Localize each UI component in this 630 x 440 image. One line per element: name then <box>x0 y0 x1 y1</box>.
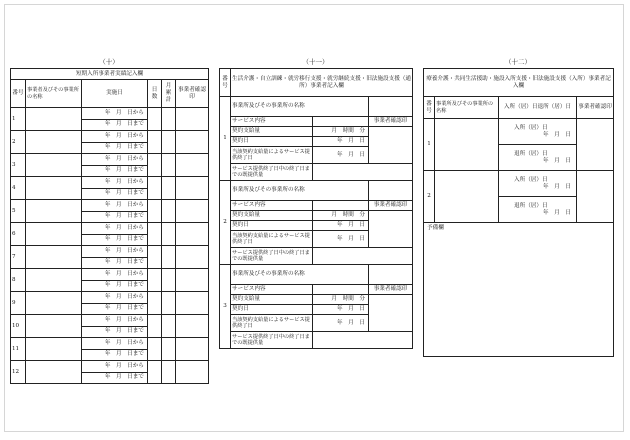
monthly-total-cell[interactable] <box>162 177 176 200</box>
contract-date-cell[interactable]: 年 月 日 <box>313 221 369 231</box>
confirm-seal-cell[interactable] <box>176 108 209 131</box>
confirm-label: 事業者確認印 <box>369 285 413 295</box>
residential-row <box>424 119 614 145</box>
panel-short-stay <box>10 58 208 384</box>
short-stay-row <box>11 131 209 143</box>
short-stay-heading: 短期入所事業者実績記入欄 <box>11 69 209 80</box>
day-count-cell[interactable] <box>148 131 162 154</box>
panel-number-11: （十一） <box>302 58 329 66</box>
panel-number-12: （十二） <box>505 58 531 66</box>
exit-date-value: 年 月 日 <box>543 209 571 216</box>
row-number: 7 <box>11 246 26 269</box>
exit-date-label: 退所（居）日 <box>514 150 548 157</box>
day-count-cell[interactable] <box>148 177 162 200</box>
start-date-cell[interactable]: 年 月 日から <box>82 246 148 258</box>
contract-date-label: 契約日 <box>231 221 313 231</box>
office-name-label: 事業所及びその事業所の名称 <box>231 97 369 117</box>
monthly-total-cell[interactable] <box>162 154 176 177</box>
used-amount-label: サービス提供終了日中の終了日までの既提供量 <box>231 332 313 349</box>
service-label: サービス内容 <box>231 285 313 295</box>
office-name-cell[interactable] <box>26 223 82 246</box>
used-amount-cell[interactable] <box>313 332 413 349</box>
day-services-row <box>220 248 413 265</box>
office-name-cell[interactable] <box>435 119 499 171</box>
row-number: 1 <box>11 108 26 131</box>
monthly-total-cell[interactable] <box>162 361 176 384</box>
contract-amount-label: 契約支給量 <box>231 127 313 137</box>
spare-label: 予備欄 <box>427 225 444 231</box>
day-count-cell[interactable] <box>148 154 162 177</box>
contract-amount-cell[interactable]: 月 時間 分 <box>313 295 369 305</box>
confirm-seal-cell[interactable] <box>176 315 209 338</box>
monthly-total-cell[interactable] <box>162 200 176 223</box>
service-cell[interactable] <box>313 201 369 211</box>
contract-date-cell[interactable]: 年 月 日 <box>313 137 369 147</box>
start-date-cell[interactable]: 年 月 日から <box>82 361 148 373</box>
start-date-cell[interactable]: 年 月 日から <box>82 200 148 212</box>
monthly-total-cell[interactable] <box>162 269 176 292</box>
day-services-row <box>220 285 413 295</box>
office-name-cell[interactable] <box>26 246 82 269</box>
residential-heading: 療養介護・共同生活援助・施設入所支援・旧法施設支援（入所）事業者記入欄 <box>424 69 614 97</box>
confirm-seal-cell[interactable] <box>369 211 413 248</box>
start-date-cell[interactable]: 年 月 日から <box>82 223 148 235</box>
start-date-cell[interactable]: 年 月 日から <box>82 292 148 304</box>
col-dates: 入所（居）日退所（居）日 <box>499 97 577 119</box>
row-number: 5 <box>11 200 26 223</box>
service-label: サービス内容 <box>231 117 313 127</box>
spare-row <box>424 223 614 357</box>
end-date-cell[interactable]: 年 月 日 <box>313 231 369 248</box>
short-stay-row <box>11 315 209 327</box>
day-services-row <box>220 117 413 127</box>
day-count-cell[interactable] <box>148 315 162 338</box>
panel-day-services <box>219 58 412 384</box>
confirm-seal-cell[interactable] <box>176 154 209 177</box>
entry-number: 1 <box>220 97 231 181</box>
end-date-cell[interactable]: 年 月 日まで <box>82 372 148 384</box>
short-stay-row <box>11 200 209 212</box>
end-date-cell[interactable]: 年 月 日まで <box>82 234 148 246</box>
end-date-label: 当該契約支給量によるサービス提供終了日 <box>231 231 313 248</box>
entry-number: 3 <box>220 265 231 349</box>
enter-date-value: 年 月 日 <box>543 183 571 190</box>
office-name-cell[interactable] <box>26 315 82 338</box>
row-number: 10 <box>11 315 26 338</box>
start-date-cell[interactable]: 年 月 日から <box>82 154 148 166</box>
end-date-cell[interactable]: 年 月 日まで <box>82 326 148 338</box>
spare-area[interactable] <box>424 223 614 357</box>
start-date-cell[interactable]: 年 月 日から <box>82 269 148 281</box>
exit-date-cell[interactable] <box>499 145 577 171</box>
monthly-total-cell[interactable] <box>162 246 176 269</box>
day-services-row <box>220 181 413 201</box>
residential-table <box>423 68 614 357</box>
confirm-seal-cell[interactable] <box>176 223 209 246</box>
monthly-total-cell[interactable] <box>162 338 176 361</box>
office-name-cell[interactable] <box>26 154 82 177</box>
office-name-cell[interactable] <box>369 181 413 201</box>
col-confirm-seal: 事業者確認印 <box>176 80 209 108</box>
short-stay-row <box>11 269 209 281</box>
contract-amount-label: 契約支給量 <box>231 211 313 221</box>
row-number: 4 <box>11 177 26 200</box>
day-services-row <box>220 265 413 285</box>
short-stay-row <box>11 292 209 304</box>
col-number: 番号 <box>220 69 231 97</box>
office-name-cell[interactable] <box>26 361 82 384</box>
entry-number: 2 <box>424 171 435 223</box>
exit-date-value: 年 月 日 <box>543 157 571 164</box>
office-name-cell[interactable] <box>26 131 82 154</box>
monthly-total-cell[interactable] <box>162 223 176 246</box>
short-stay-row <box>11 177 209 189</box>
day-services-row <box>220 211 413 221</box>
confirm-seal-cell[interactable] <box>369 295 413 332</box>
used-amount-cell[interactable] <box>313 164 413 181</box>
confirm-seal-cell[interactable] <box>176 131 209 154</box>
contract-amount-cell[interactable]: 月 時間 分 <box>313 127 369 137</box>
contract-date-label: 契約日 <box>231 305 313 315</box>
start-date-cell[interactable]: 年 月 日から <box>82 338 148 350</box>
office-name-cell[interactable] <box>26 108 82 131</box>
office-name-cell[interactable] <box>369 97 413 117</box>
col-days: 実施日 <box>82 80 148 108</box>
office-name-label: 事業所及びその事業所の名称 <box>231 181 369 201</box>
day-services-row <box>220 164 413 181</box>
monthly-total-cell[interactable] <box>162 108 176 131</box>
day-services-row <box>220 97 413 117</box>
confirm-seal-cell[interactable] <box>176 338 209 361</box>
confirm-seal-cell[interactable] <box>369 127 413 164</box>
col-number: 番号 <box>11 80 26 108</box>
contract-date-label: 契約日 <box>231 137 313 147</box>
confirm-label: 事業者確認印 <box>369 117 413 127</box>
confirm-seal-cell[interactable] <box>176 177 209 200</box>
col-number: 番号 <box>424 97 435 119</box>
monthly-total-cell[interactable] <box>162 131 176 154</box>
office-name-cell[interactable] <box>435 171 499 223</box>
confirm-seal-cell[interactable] <box>577 119 614 171</box>
used-amount-cell[interactable] <box>313 248 413 265</box>
enter-date-cell[interactable] <box>499 171 577 197</box>
end-date-cell[interactable]: 年 月 日まで <box>82 119 148 131</box>
day-count-cell[interactable] <box>148 200 162 223</box>
end-date-label: 当該契約支給量によるサービス提供終了日 <box>231 315 313 332</box>
monthly-total-cell[interactable] <box>162 292 176 315</box>
used-amount-label: サービス提供終了日中の終了日までの既提供量 <box>231 164 313 181</box>
contract-amount-cell[interactable]: 月 時間 分 <box>313 211 369 221</box>
day-count-cell[interactable] <box>148 223 162 246</box>
col-confirm-seal: 事業者確認印 <box>577 97 614 119</box>
day-count-cell[interactable] <box>148 292 162 315</box>
start-date-cell[interactable]: 年 月 日から <box>82 131 148 143</box>
residential-row <box>424 171 614 197</box>
office-name-cell[interactable] <box>26 292 82 315</box>
short-stay-row <box>11 154 209 166</box>
start-date-cell[interactable]: 年 月 日から <box>82 108 148 120</box>
end-date-cell[interactable]: 年 月 日 <box>313 315 369 332</box>
short-stay-row <box>11 246 209 258</box>
confirm-seal-cell[interactable] <box>176 292 209 315</box>
row-number: 11 <box>11 338 26 361</box>
contract-amount-label: 契約支給量 <box>231 295 313 305</box>
office-name-cell[interactable] <box>369 265 413 285</box>
row-number: 9 <box>11 292 26 315</box>
confirm-seal-cell[interactable] <box>176 269 209 292</box>
exit-date-cell[interactable] <box>499 197 577 223</box>
day-services-row <box>220 332 413 349</box>
row-number: 12 <box>11 361 26 384</box>
office-name-cell[interactable] <box>26 177 82 200</box>
end-date-cell[interactable]: 年 月 日まで <box>82 280 148 292</box>
short-stay-row <box>11 361 209 373</box>
short-stay-row <box>11 223 209 235</box>
day-services-heading: 生活介護・自立訓練・就労移行支援・就労継続支援・旧法施設支援（通所）事業者記入欄 <box>231 69 413 97</box>
service-cell[interactable] <box>313 117 369 127</box>
day-count-cell[interactable] <box>148 108 162 131</box>
end-date-cell[interactable]: 年 月 日まで <box>82 142 148 154</box>
row-number: 8 <box>11 269 26 292</box>
confirm-seal-cell[interactable] <box>176 246 209 269</box>
short-stay-row <box>11 338 209 350</box>
end-date-cell[interactable]: 年 月 日 <box>313 147 369 164</box>
service-cell[interactable] <box>313 285 369 295</box>
col-count: 日数 <box>148 80 162 108</box>
enter-date-value: 年 月 日 <box>543 131 571 138</box>
day-count-cell[interactable] <box>148 338 162 361</box>
end-date-cell[interactable]: 年 月 日まで <box>82 303 148 315</box>
monthly-total-cell[interactable] <box>162 315 176 338</box>
day-services-table <box>219 68 413 349</box>
end-date-cell[interactable]: 年 月 日まで <box>82 165 148 177</box>
col-office-name: 事業者及びその事業所の名称 <box>26 80 82 108</box>
start-date-cell[interactable]: 年 月 日から <box>82 315 148 327</box>
row-number: 2 <box>11 131 26 154</box>
end-date-cell[interactable]: 年 月 日まで <box>82 349 148 361</box>
end-date-cell[interactable]: 年 月 日まで <box>82 211 148 223</box>
office-name-cell[interactable] <box>26 338 82 361</box>
short-stay-table <box>10 68 209 384</box>
used-amount-label: サービス提供終了日中の終了日までの既提供量 <box>231 248 313 265</box>
confirm-seal-cell[interactable] <box>176 200 209 223</box>
office-name-cell[interactable] <box>26 269 82 292</box>
office-name-label: 事業所及びその事業所の名称 <box>231 265 369 285</box>
col-office-name: 事業所及びその事業所の名称 <box>435 97 499 119</box>
row-number: 3 <box>11 154 26 177</box>
panel-residential <box>423 58 613 348</box>
panel-number-10: （十） <box>99 58 119 66</box>
day-services-row <box>220 127 413 137</box>
day-count-cell[interactable] <box>148 269 162 292</box>
end-date-label: 当該契約支給量によるサービス提供終了日 <box>231 147 313 164</box>
confirm-seal-cell[interactable] <box>577 171 614 223</box>
end-date-cell[interactable]: 年 月 日まで <box>82 188 148 200</box>
day-services-row <box>220 201 413 211</box>
entry-number: 1 <box>424 119 435 171</box>
day-count-cell[interactable] <box>148 246 162 269</box>
col-monthly-total: 月累計 <box>162 80 176 108</box>
day-services-row <box>220 295 413 305</box>
short-stay-row <box>11 108 209 120</box>
exit-date-label: 退所（居）日 <box>514 202 548 209</box>
office-name-cell[interactable] <box>26 200 82 223</box>
confirm-label: 事業者確認印 <box>369 201 413 211</box>
enter-date-cell[interactable] <box>499 119 577 145</box>
entry-number: 2 <box>220 181 231 265</box>
enter-date-label: 入所（居）日 <box>514 176 548 183</box>
confirm-seal-cell[interactable] <box>176 361 209 384</box>
row-number: 6 <box>11 223 26 246</box>
service-label: サービス内容 <box>231 201 313 211</box>
enter-date-label: 入所（居）日 <box>514 124 548 131</box>
day-count-cell[interactable] <box>148 361 162 384</box>
start-date-cell[interactable]: 年 月 日から <box>82 177 148 189</box>
end-date-cell[interactable]: 年 月 日まで <box>82 257 148 269</box>
contract-date-cell[interactable]: 年 月 日 <box>313 305 369 315</box>
